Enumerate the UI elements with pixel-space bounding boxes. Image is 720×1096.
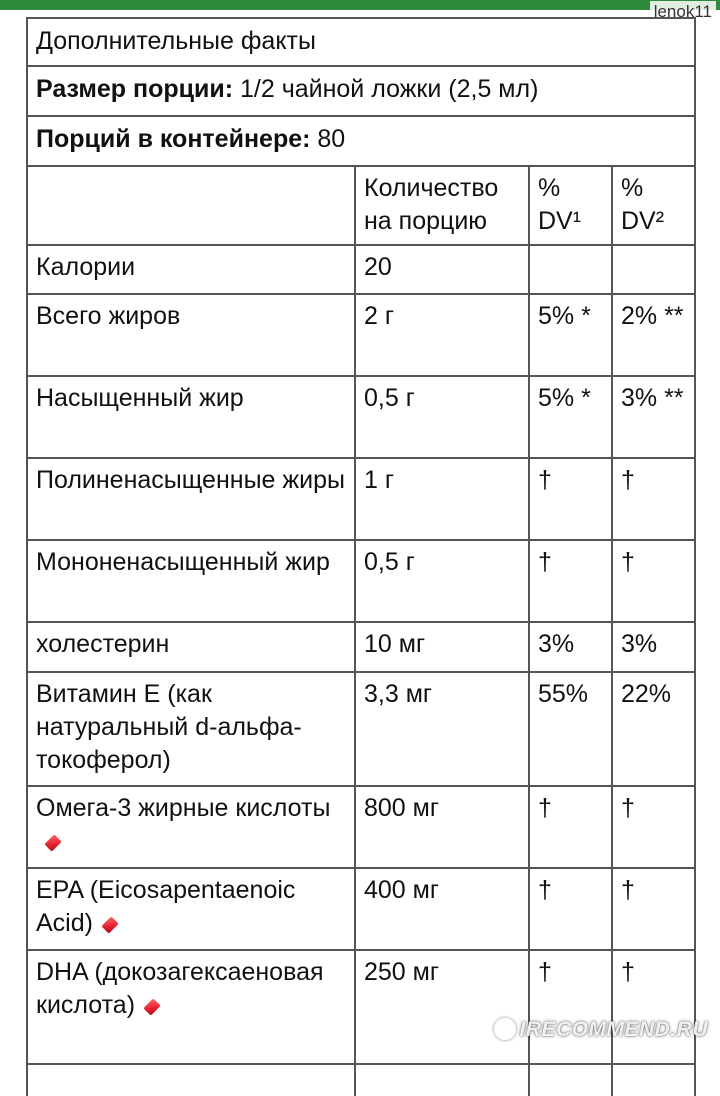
table-row — [27, 622, 695, 672]
supplement-facts-table — [26, 17, 696, 1096]
top-bar — [0, 0, 720, 10]
dv2-cell-text: † — [621, 548, 635, 576]
dv1-cell — [529, 868, 612, 950]
amount-cell — [355, 376, 529, 458]
dv2-cell-text: † — [621, 958, 635, 986]
nutrient-name — [27, 622, 355, 672]
site-watermark — [494, 1018, 709, 1042]
nutrient-name — [27, 950, 355, 1064]
dv2-cell — [612, 622, 695, 672]
nutrient-name-text: Витамин Е (как натуральный d-альфа-токоферол) — [36, 680, 302, 774]
dv2-cell — [612, 376, 695, 458]
irecommend-logo-icon — [494, 1018, 516, 1040]
dv1-cell-text: † — [538, 958, 552, 986]
servings-per-container-value: 80 — [317, 125, 346, 153]
servings-per-container-row — [27, 116, 695, 166]
amount-cell-text: 400 мг — [364, 876, 439, 904]
dv1-cell-text: 5% * — [538, 302, 591, 330]
amount-cell — [355, 294, 529, 376]
dv1-cell — [529, 786, 612, 868]
nutrient-name-text: EPA (Eicosapentaenoic Acid) — [36, 876, 296, 937]
empty-cell — [612, 1064, 695, 1096]
amount-cell-text: 2 г — [364, 302, 394, 330]
dv1-cell — [529, 294, 612, 376]
dv1-cell-text: 55% — [538, 680, 589, 708]
table-row — [27, 458, 695, 540]
table-title: Дополнительные факты — [27, 18, 695, 66]
nutrient-name-text: Насыщенный жир — [36, 384, 244, 412]
dv2-cell — [612, 540, 695, 622]
dv1-cell — [529, 622, 612, 672]
amount-cell — [355, 622, 529, 672]
amount-cell-text: 800 мг — [364, 794, 439, 822]
nutrient-name — [27, 294, 355, 376]
red-diamond-icon — [143, 998, 160, 1015]
dv2-cell — [612, 245, 695, 294]
header-empty-cell — [27, 166, 355, 245]
table-row — [27, 672, 695, 786]
table-row — [27, 786, 695, 868]
dv2-cell — [612, 786, 695, 868]
nutrient-name — [27, 458, 355, 540]
table-row — [27, 950, 695, 1064]
watermark-text: IRECOMMEND.RU — [519, 1018, 708, 1041]
column-header-dv2: % DV² — [612, 166, 695, 245]
dv1-cell-text: † — [538, 794, 552, 822]
table-row — [27, 540, 695, 622]
empty-cell — [27, 1064, 355, 1096]
nutrient-name-text: DHA (докозагексаеновая кислота) — [36, 958, 324, 1019]
amount-cell-text: 10 мг — [364, 630, 426, 658]
table-row — [27, 868, 695, 950]
dv1-cell-text: † — [538, 548, 552, 576]
empty-cell — [529, 1064, 612, 1096]
amount-cell — [355, 950, 529, 1064]
dv2-cell-text: 2% ** — [621, 302, 684, 330]
amount-cell-text: 3,3 мг — [364, 680, 433, 708]
dv2-cell-text: 3% — [621, 630, 658, 658]
amount-cell-text: 20 — [364, 253, 392, 281]
amount-cell-text: 0,5 г — [364, 384, 415, 412]
nutrient-name-text: Омега-3 жирные кислоты — [36, 794, 331, 822]
table-row — [27, 294, 695, 376]
dv2-cell — [612, 458, 695, 540]
empty-cell — [355, 1064, 529, 1096]
nutrient-name-text: холестерин — [36, 630, 170, 658]
table-row-partial — [27, 1064, 695, 1096]
nutrient-name — [27, 376, 355, 458]
dv1-cell-text: 5% * — [538, 384, 591, 412]
serving-size-label: Размер порции: — [36, 75, 234, 103]
serving-size-row — [27, 66, 695, 116]
amount-cell-text: 250 мг — [364, 958, 439, 986]
dv1-cell-text: † — [538, 466, 552, 494]
dv1-cell — [529, 376, 612, 458]
column-header-dv1: % DV¹ — [529, 166, 612, 245]
nutrient-name-text: Полиненасыщенные жиры — [36, 466, 345, 494]
serving-size-value: 1/2 чайной ложки (2,5 мл) — [240, 75, 539, 103]
dv1-cell — [529, 245, 612, 294]
dv1-cell — [529, 540, 612, 622]
table-row — [27, 376, 695, 458]
dv2-cell — [612, 294, 695, 376]
dv1-cell — [529, 672, 612, 786]
amount-cell — [355, 786, 529, 868]
dv1-cell-text: 3% — [538, 630, 575, 658]
dv2-cell-text: 3% ** — [621, 384, 684, 412]
amount-cell — [355, 458, 529, 540]
amount-cell — [355, 540, 529, 622]
nutrient-name-text: Мононенасыщенный жир — [36, 548, 330, 576]
nutrient-name — [27, 540, 355, 622]
table-row — [27, 245, 695, 294]
dv2-cell-text: † — [621, 794, 635, 822]
servings-per-container-label: Порций в контейнере: — [36, 125, 311, 153]
dv1-cell — [529, 950, 612, 1064]
column-header-amount: Количество на порцию — [355, 166, 529, 245]
amount-cell — [355, 868, 529, 950]
dv2-cell-text: † — [621, 466, 635, 494]
amount-cell — [355, 245, 529, 294]
red-diamond-icon — [44, 834, 61, 851]
dv2-cell — [612, 672, 695, 786]
amount-cell-text: 0,5 г — [364, 548, 415, 576]
red-diamond-icon — [101, 916, 118, 933]
nutrient-name — [27, 868, 355, 950]
nutrient-name — [27, 245, 355, 294]
dv1-cell-text: † — [538, 876, 552, 904]
dv1-cell — [529, 458, 612, 540]
nutrient-name-text: Всего жиров — [36, 302, 181, 330]
amount-cell-text: 1 г — [364, 466, 394, 494]
dv2-cell — [612, 950, 695, 1064]
nutrient-name — [27, 672, 355, 786]
nutrient-name-text: Калории — [36, 253, 136, 281]
nutrient-name — [27, 786, 355, 868]
dv2-cell-text: 22% — [621, 680, 672, 708]
amount-cell — [355, 672, 529, 786]
dv2-cell — [612, 868, 695, 950]
dv2-cell-text: † — [621, 876, 635, 904]
username-label: lenok11 — [650, 1, 716, 23]
